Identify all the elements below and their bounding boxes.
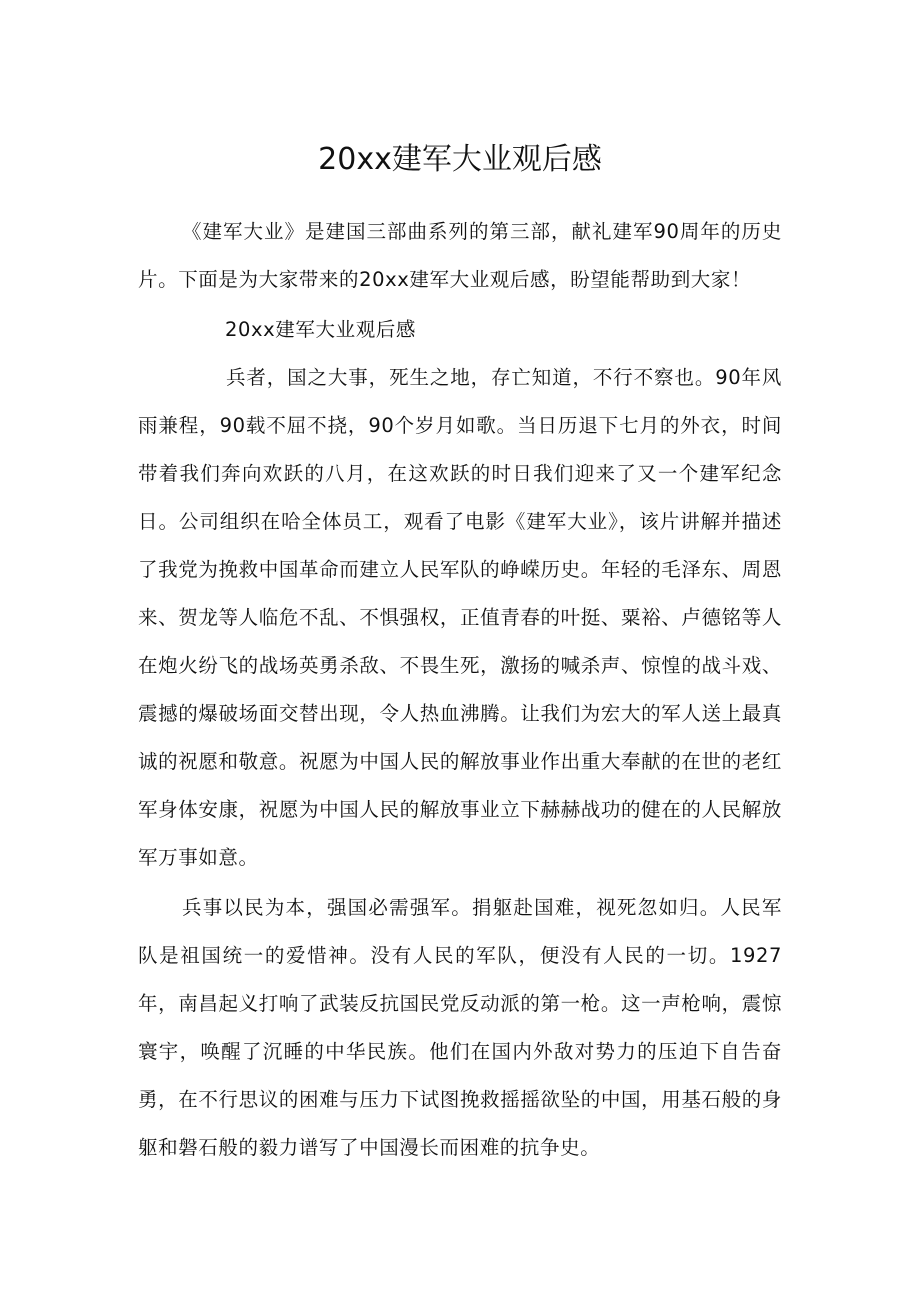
intro-paragraph: 《建军大业》是建国三部曲系列的第三部，献礼建军90周年的历史片。下面是为大家带来的20xx建军大业观后感，盼望能帮助到大家！: [138, 220, 782, 291]
section-subtitle: 20xx建军大业观后感: [225, 318, 416, 341]
body-paragraph-2: 兵事以民为本，强国必需强军。捐躯赴国难，视死忽如归。人民军队是祖国统一的爱惜神。没有人民的军队，便没有人民的一切。1927年，南昌起义打响了武装反抗国民党反动派的第一枪。这一声枪响，震惊寰宇，唤醒了沉睡的中华民族。他们在国内外敌对势力的压迫下自告奋勇，在不行思议的困难与压力下试图挽救摇摇欲坠的中国，用基石般的身躯和磐石般的毅力谱写了中国漫长而困难的抗争史。: [138, 896, 782, 1159]
document-title: 20xx建军大业观后感: [318, 142, 602, 177]
body-paragraph-1: 兵者，国之大事，死生之地，存亡知道，不行不察也。90年风雨兼程，90载不屈不挠，90个岁月如歌。当日历退下七月的外衣，时间带着我们奔向欢跃的八月，在这欢跃的时日我们迎来了又一个建军纪念日。公司组织在哈全体员工，观看了电影《建军大业》，该片讲解并描述了我党为挽救中国革命而建立人民军队的峥嵘历史。年轻的毛泽东、周恩来、贺龙等人临危不乱、不惧强权，正值青春的叶挺、粟裕、卢德铭等人在炮火纷飞的战场英勇杀敌、不畏生死，激扬的喊杀声、惊惶的战斗戏、震撼的爆破场面交替出现，令人热血沸腾。让我们为宏大的军人送上最真诚的祝愿和敬意。祝愿为中国人民的解放事业作出重大奉献的在世的老红军身体安康，祝愿为中国人民的解放事业立下赫赫战功的健在的人民解放军万事如意。: [138, 366, 782, 869]
